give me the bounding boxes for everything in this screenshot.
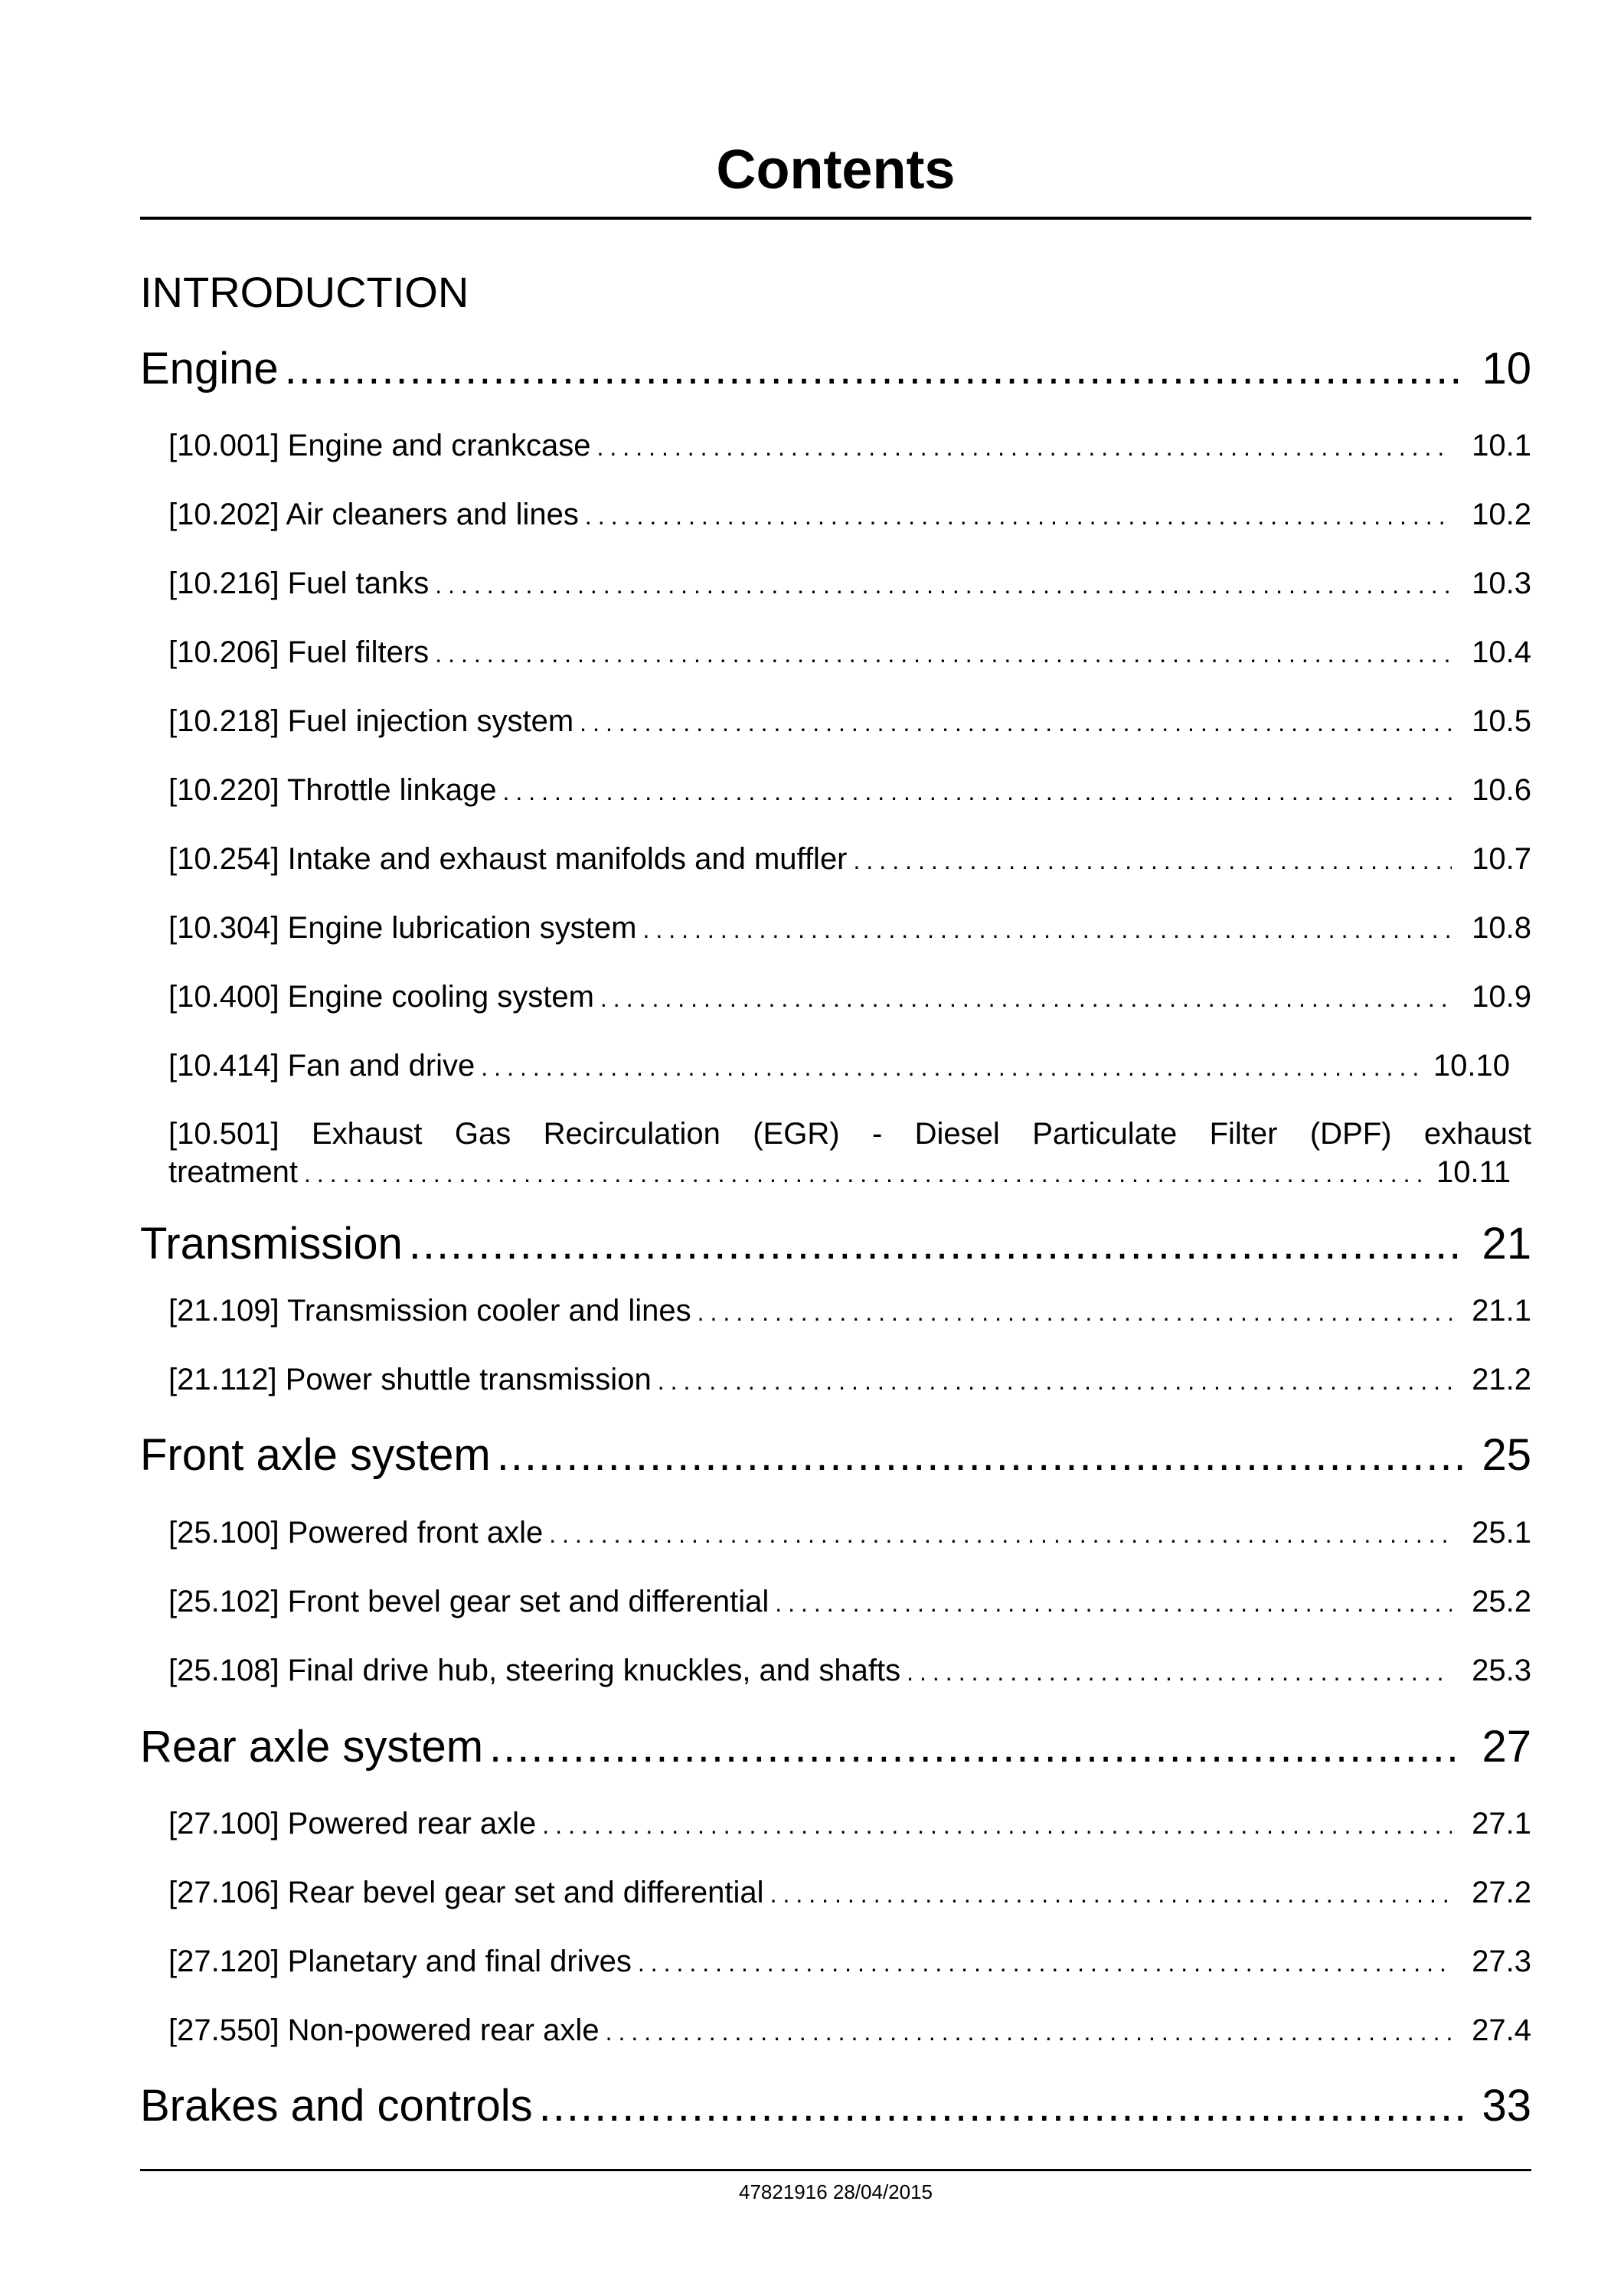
toc-section[interactable] xyxy=(168,1513,1531,1554)
toc-section[interactable] xyxy=(168,1360,1531,1401)
section-label: [10.202] Air cleaners and lines xyxy=(168,498,579,531)
chapter-page: 21 xyxy=(1482,1219,1531,1269)
section-label: [10.220] Throttle linkage xyxy=(168,773,497,807)
section-label: [10.254] Intake and exhaust manifolds and muffler xyxy=(168,842,848,876)
leader-dots xyxy=(854,841,1452,880)
leader-dots xyxy=(549,1514,1452,1554)
chapter-title: Transmission xyxy=(140,1219,403,1269)
leader-dots xyxy=(775,1583,1452,1623)
section-page: 10.7 xyxy=(1472,842,1531,876)
toc-section[interactable] xyxy=(168,839,1531,880)
toc-section[interactable] xyxy=(168,495,1531,536)
toc-section-wrapped[interactable] xyxy=(168,1115,1531,1193)
chapter-title: Rear axle system xyxy=(140,1722,484,1772)
toc-chapter-transmission[interactable] xyxy=(140,1217,1531,1271)
section-page: 27.4 xyxy=(1472,2013,1531,2047)
section-label-line2: treatment xyxy=(168,1155,298,1189)
leader-dots xyxy=(770,1874,1452,1914)
page-title: Contents xyxy=(716,139,956,201)
leader-dots xyxy=(304,1155,1430,1193)
section-label: [27.120] Planetary and final drives xyxy=(168,1945,632,1978)
toc-section[interactable] xyxy=(168,2010,1531,2052)
leader-dots xyxy=(585,496,1452,536)
toc-section[interactable] xyxy=(168,1804,1531,1845)
section-label: [10.001] Engine and crankcase xyxy=(168,429,591,462)
section-label: [21.109] Transmission cooler and lines xyxy=(168,1294,691,1328)
section-label: [27.550] Non-powered rear axle xyxy=(168,2013,600,2047)
introduction-heading[interactable]: INTRODUCTION xyxy=(140,268,469,316)
chapter-page: 25 xyxy=(1482,1430,1531,1480)
chapter-page: 27 xyxy=(1482,1722,1531,1772)
leader-dots xyxy=(606,2012,1452,2052)
section-page: 27.2 xyxy=(1472,1876,1531,1909)
chapter-title: Front axle system xyxy=(140,1430,491,1480)
toc-section[interactable] xyxy=(168,1873,1531,1914)
toc-chapter-engine[interactable] xyxy=(140,342,1531,396)
section-page: 10.8 xyxy=(1472,911,1531,945)
section-page: 10.4 xyxy=(1472,635,1531,669)
section-page: 27.1 xyxy=(1472,1807,1531,1840)
section-label: [25.100] Powered front axle xyxy=(168,1516,544,1550)
chapter-page: 10 xyxy=(1482,344,1531,394)
leader-dots xyxy=(658,1361,1452,1401)
toc-section[interactable] xyxy=(168,1651,1531,1692)
toc-section[interactable] xyxy=(168,701,1531,743)
toc-section[interactable] xyxy=(168,426,1531,467)
toc-section[interactable] xyxy=(168,770,1531,812)
section-label: [10.218] Fuel injection system xyxy=(168,704,574,738)
footer-divider xyxy=(140,2169,1531,2171)
section-label: [10.216] Fuel tanks xyxy=(168,567,430,600)
section-page: 10.10 xyxy=(1433,1049,1510,1083)
leader-dots xyxy=(539,2079,1464,2133)
toc-section[interactable] xyxy=(168,563,1531,605)
section-page: 10.3 xyxy=(1472,567,1531,600)
leader-dots xyxy=(638,1943,1452,1983)
leader-dots xyxy=(497,1429,1464,1482)
toc-section[interactable] xyxy=(168,1582,1531,1623)
section-label: [25.108] Final drive hub, steering knuckles, and shafts xyxy=(168,1654,901,1687)
section-page: 21.1 xyxy=(1472,1294,1531,1328)
chapter-page: 33 xyxy=(1482,2081,1531,2131)
section-page: 25.1 xyxy=(1472,1516,1531,1550)
toc-section[interactable] xyxy=(168,1942,1531,1983)
leader-dots xyxy=(907,1652,1452,1692)
leader-dots xyxy=(580,703,1452,743)
section-page: 10.2 xyxy=(1472,498,1531,531)
section-page: 10.11 xyxy=(1436,1155,1511,1189)
leader-dots xyxy=(502,772,1452,812)
toc-section[interactable] xyxy=(168,1046,1510,1087)
section-label: [21.112] Power shuttle transmission xyxy=(168,1363,652,1396)
footer-doc-id: 47821916 28/04/2015 xyxy=(738,2180,933,2203)
section-page: 27.3 xyxy=(1472,1945,1531,1978)
section-page: 25.3 xyxy=(1472,1654,1531,1687)
section-page: 21.2 xyxy=(1472,1363,1531,1396)
section-label: [10.414] Fan and drive xyxy=(168,1049,475,1083)
toc-section[interactable] xyxy=(168,632,1531,674)
leader-dots xyxy=(642,910,1452,949)
leader-dots xyxy=(285,342,1464,396)
toc-chapter-rear-axle[interactable] xyxy=(140,1720,1531,1774)
toc-section[interactable] xyxy=(168,977,1531,1018)
leader-dots xyxy=(489,1720,1464,1774)
section-label: [25.102] Front bevel gear set and differential xyxy=(168,1585,770,1618)
leader-dots xyxy=(698,1292,1452,1332)
leader-dots xyxy=(481,1047,1427,1087)
section-label: [27.106] Rear bevel gear set and differential xyxy=(168,1876,764,1909)
leader-dots xyxy=(597,427,1452,467)
chapter-title: Engine xyxy=(140,344,279,394)
section-page: 25.2 xyxy=(1472,1585,1531,1618)
section-label: [10.304] Engine lubrication system xyxy=(168,911,637,945)
title-divider xyxy=(140,217,1531,220)
leader-dots xyxy=(600,978,1452,1018)
section-page: 10.1 xyxy=(1472,429,1531,462)
leader-dots xyxy=(435,634,1452,674)
section-label-line2-row xyxy=(168,1153,1510,1193)
section-label: [10.206] Fuel filters xyxy=(168,635,430,669)
toc-section[interactable] xyxy=(168,1291,1531,1332)
section-label: [10.400] Engine cooling system xyxy=(168,980,594,1014)
section-label-line1: [10.501] Exhaust Gas Recirculation (EGR) - Diesel Particulate Filter (DPF) exhaust xyxy=(168,1117,1531,1151)
chapter-title: Brakes and controls xyxy=(140,2081,533,2131)
leader-dots xyxy=(435,565,1452,605)
toc-chapter-brakes[interactable] xyxy=(140,2079,1531,2133)
section-page: 10.6 xyxy=(1472,773,1531,807)
leader-dots xyxy=(542,1805,1452,1845)
section-label: [27.100] Powered rear axle xyxy=(168,1807,537,1840)
section-page: 10.5 xyxy=(1472,704,1531,738)
toc-section[interactable] xyxy=(168,908,1531,949)
toc-chapter-front-axle[interactable] xyxy=(140,1429,1531,1482)
leader-dots xyxy=(409,1217,1464,1271)
section-page: 10.9 xyxy=(1472,980,1531,1014)
